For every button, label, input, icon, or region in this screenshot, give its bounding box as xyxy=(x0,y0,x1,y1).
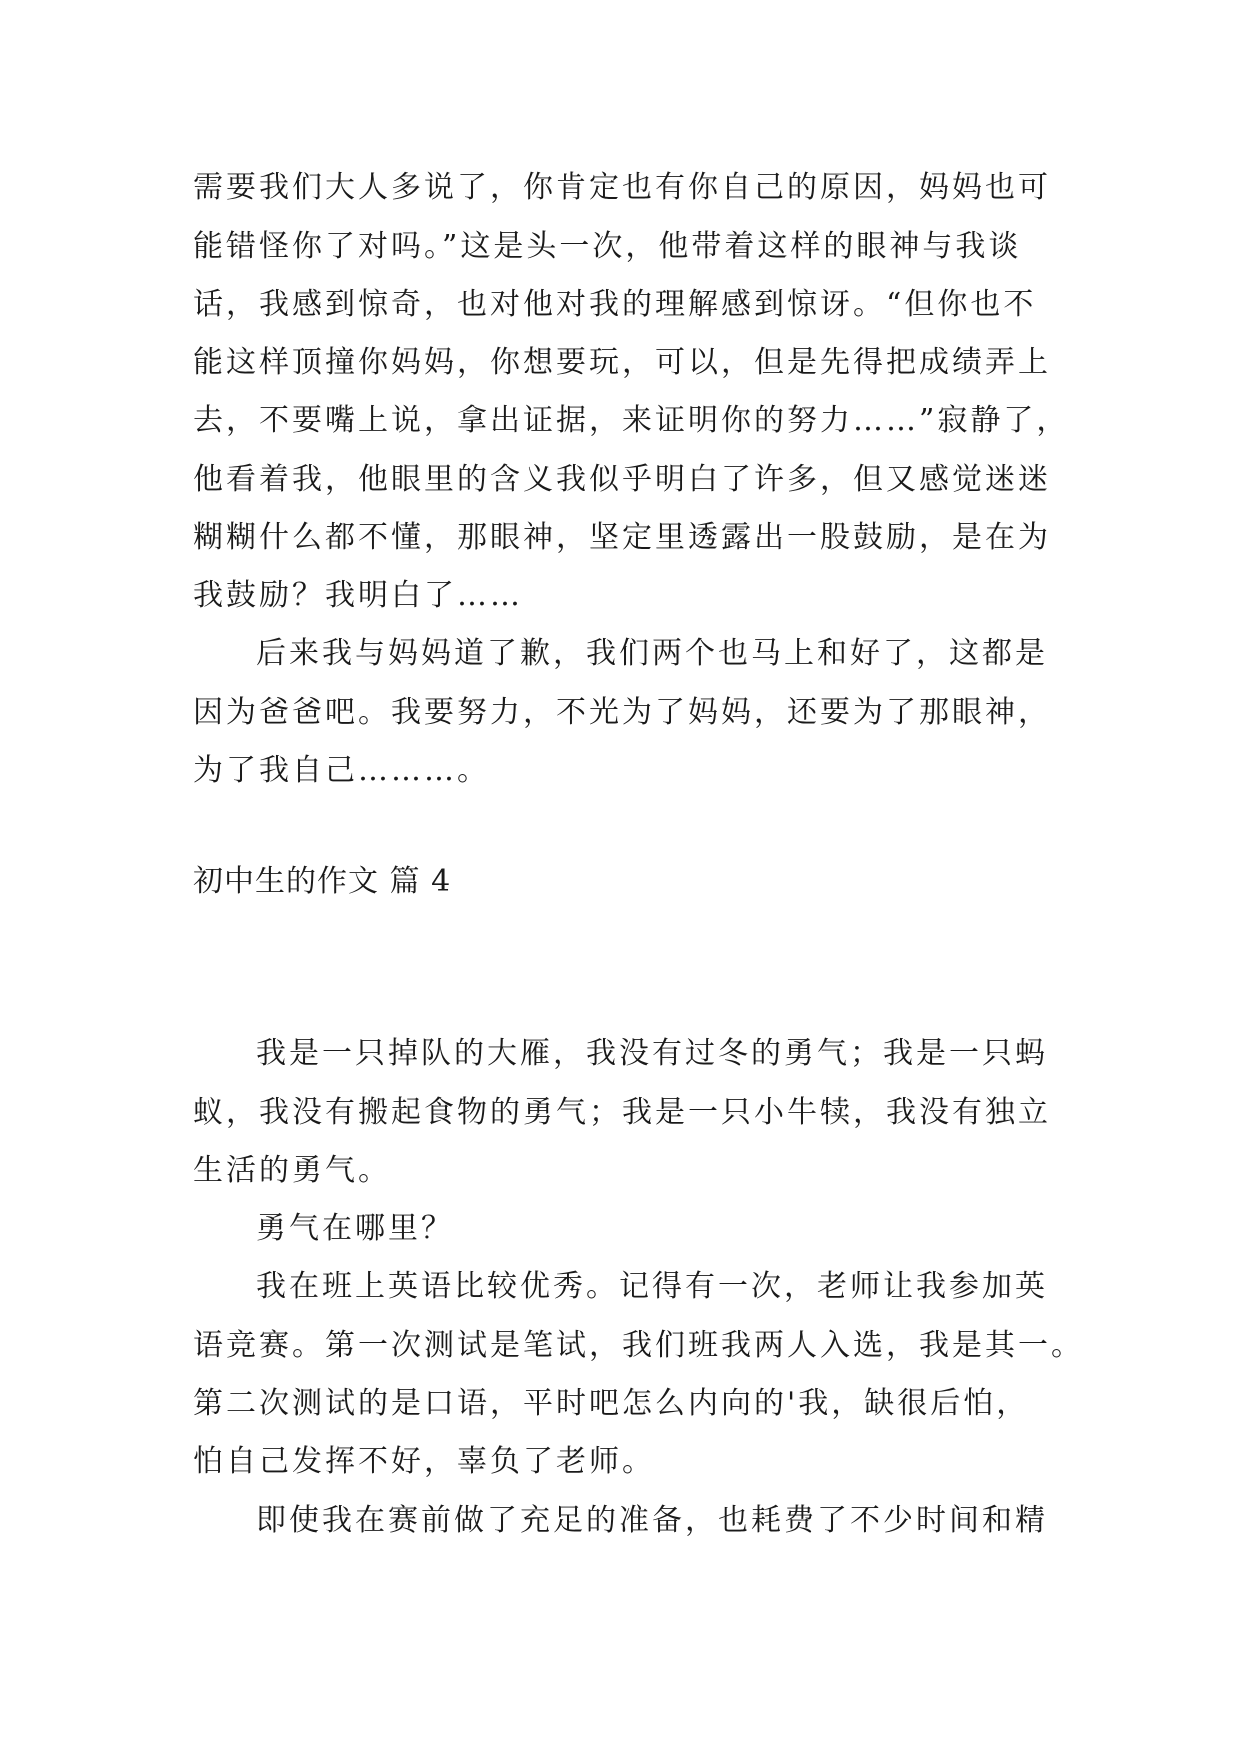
paragraph-line: 需要我们大人多说了，你肯定也有你自己的原因，妈妈也可 xyxy=(193,170,1051,205)
paragraph-line: 他看着我，他眼里的含义我似乎明白了许多，但又感觉迷迷 xyxy=(193,462,1051,497)
paragraph-line: 即使我在赛前做了充足的准备，也耗费了不少时间和精 xyxy=(256,1503,1048,1538)
paragraph-line: 话，我感到惊奇，也对他对我的理解感到惊讶。“但你也不 xyxy=(193,287,1037,322)
paragraph-line: 我是一只掉队的大雁，我没有过冬的勇气；我是一只蚂 xyxy=(256,1036,1048,1071)
paragraph-line: 糊糊什么都不懂，那眼神，坚定里透露出一股鼓励，是在为 xyxy=(193,520,1051,555)
section-heading: 初中生的作文 篇 4 xyxy=(193,864,452,899)
paragraph-line: 蚁，我没有搬起食物的勇气；我是一只小牛犊，我没有独立 xyxy=(193,1095,1051,1130)
paragraph-line: 为了我自己………。 xyxy=(193,753,490,788)
paragraph-line: 后来我与妈妈道了歉，我们两个也马上和好了，这都是 xyxy=(256,636,1048,671)
paragraph-line: 语竞赛。第一次测试是笔试，我们班我两人入选，我是其一。 xyxy=(193,1328,1084,1363)
paragraph-line: 怕自己发挥不好，辜负了老师。 xyxy=(193,1444,655,1479)
paragraph-line: 去，不要嘴上说，拿出证据，来证明你的努力……”寂静了， xyxy=(193,403,1070,438)
paragraph-line: 勇气在哪里？ xyxy=(256,1211,454,1246)
paragraph-line: 我在班上英语比较优秀。记得有一次，老师让我参加英 xyxy=(256,1269,1048,1304)
paragraph-line: 因为爸爸吧。我要努力，不光为了妈妈，还要为了那眼神， xyxy=(193,695,1051,730)
paragraph-line: 生活的勇气。 xyxy=(193,1153,391,1188)
paragraph-line: 我鼓励？我明白了…… xyxy=(193,578,523,613)
paragraph-line: 能这样顶撞你妈妈，你想要玩，可以，但是先得把成绩弄上 xyxy=(193,345,1051,380)
paragraph-line: 第二次测试的是口语，平时吧怎么内向的'我，缺很后怕， xyxy=(193,1386,1030,1421)
paragraph-line: 能错怪你了对吗。”这是头一次，他带着这样的眼神与我谈 xyxy=(193,229,1022,264)
